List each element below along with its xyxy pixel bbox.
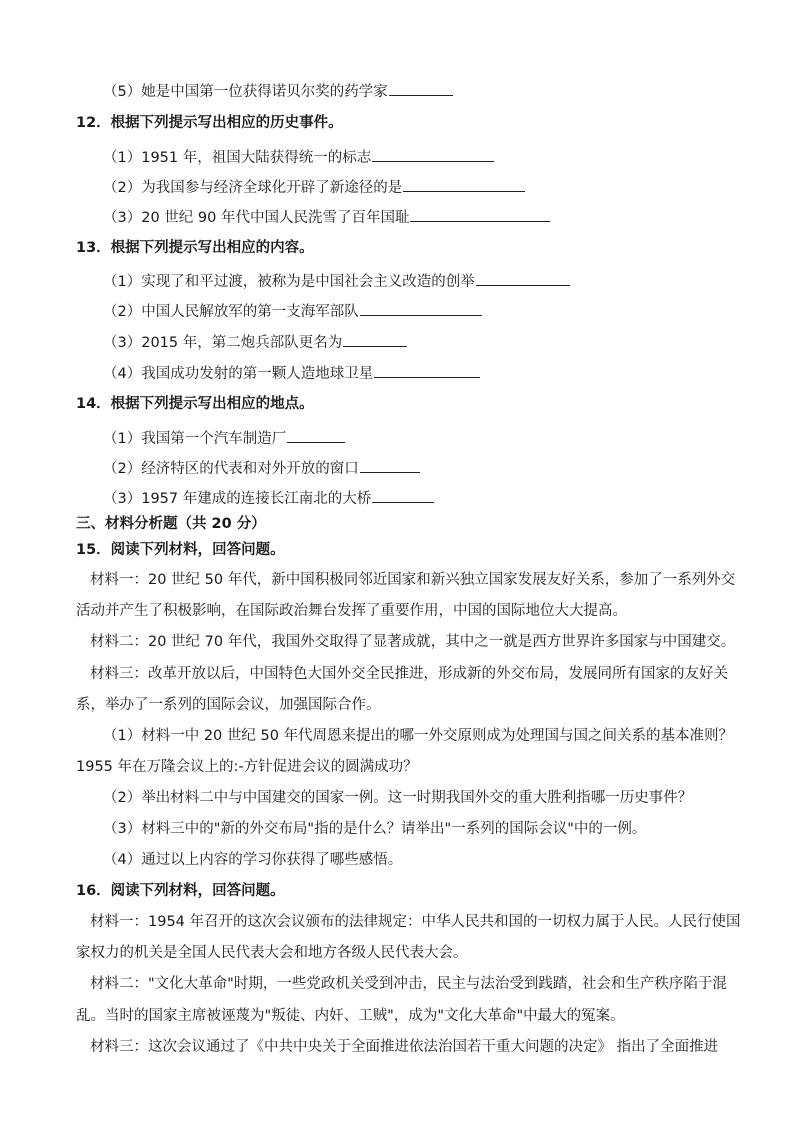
sub-question: （3）1957 年建成的连接长江南北的大桥 [103, 487, 434, 509]
answer-blank[interactable] [287, 427, 345, 443]
question-16-heading: 16．阅读下列材料，回答问题。 [76, 883, 285, 899]
answer-blank[interactable] [374, 362, 480, 378]
sub-question: （5）她是中国第一位获得诺贝尔奖的药学家 [103, 80, 453, 102]
material-text: 家权力的机关是全国人民代表大会和地方各级人民代表大会。 [76, 945, 468, 961]
sub-question: （1）1951 年，祖国大陆获得统一的标志 [103, 146, 494, 168]
sub-question: （3）20 世纪 90 年代中国人民洗雪了百年国耻 [103, 206, 550, 228]
material-text: 系，举办了一系列的国际会议，加强国际合作。 [76, 697, 381, 713]
material-text: 材料一：20 世纪 50 年代，新中国积极同邻近国家和新兴独立国家发展友好关系，参加了一系列外交 [90, 572, 736, 588]
answer-blank[interactable] [360, 457, 420, 473]
sub-question: （2）中国人民解放军的第一支海军部队 [103, 300, 482, 322]
sub-question: （2）举出材料二中与中国建交的国家一例。这一时期我国外交的重大胜利指哪一历史事件？ [103, 790, 693, 806]
sub-question: （1）材料一中 20 世纪 50 年代周恩来提出的哪一外交原则成为处理国与国之间关系的基本准则？ [103, 728, 734, 744]
question-15-heading: 15．阅读下列材料，回答问题。 [76, 542, 285, 558]
sub-question: （3）材料三中的"新的外交布局"指的是什么？请举出"一系列的国际会议"中的一例。 [103, 821, 647, 837]
sub-question: 1955 年在万隆会议上的:-方针促进会议的圆满成功？ [76, 759, 418, 775]
material-text: 材料二："文化大革命"时期，一些党政机关受到冲击，民主与法治受到践踏，社会和生产秩序陷于混 [90, 976, 727, 992]
sub-question: （2）为我国参与经济全球化开辟了新途径的是 [103, 176, 525, 198]
answer-blank[interactable] [389, 80, 453, 96]
sub-question: （1）实现了和平过渡，被称为是中国社会主义改造的创举 [103, 270, 570, 292]
material-text: 材料一：1954 年召开的这次会议颁布的法律规定：中华人民共和国的一切权力属于人民。人民行使国 [90, 914, 741, 930]
answer-blank[interactable] [410, 206, 550, 222]
sub-question: （4）我国成功发射的第一颗人造地球卫星 [103, 362, 480, 384]
material-text: 材料三：这次会议通过了《中共中央关于全面推进依法治国若干重大问题的决定》 指出了全面推进 [90, 1039, 719, 1055]
question-14-heading: 14．根据下列提示写出相应的地点。 [76, 396, 314, 412]
answer-blank[interactable] [403, 176, 525, 192]
answer-blank[interactable] [360, 300, 482, 316]
answer-blank[interactable] [343, 331, 407, 347]
material-text: 材料二：20 世纪 70 年代，我国外交取得了显著成就，其中之一就是西方世界许多国家与中国建交。 [90, 634, 736, 650]
material-text: 材料三：改革开放以后，中国特色大国外交全民推进，形成新的外交布局，发展同所有国家的友好关 [90, 666, 728, 682]
sub-question: （1）我国第一个汽车制造厂 [103, 427, 345, 449]
answer-blank[interactable] [372, 146, 494, 162]
answer-blank[interactable] [476, 270, 570, 286]
sub-question: （4）通过以上内容的学习你获得了哪些感悟。 [103, 852, 403, 868]
answer-blank[interactable] [372, 487, 434, 503]
sub-question: （2）经济特区的代表和对外开放的窗口 [103, 457, 420, 479]
question-12-heading: 12．根据下列提示写出相应的历史事件。 [76, 115, 343, 131]
section-3-heading: 三、材料分析题（共 20 分） [76, 516, 266, 532]
sub-question: （3）2015 年，第二炮兵部队更名为 [103, 331, 407, 353]
material-text: 乱。当时的国家主席被诬蔑为"叛徒、内奸、工贼"，成为"文化大革命"中最大的冤案。 [76, 1008, 625, 1024]
material-text: 活动并产生了积极影响，在国际政治舞台发挥了重要作用，中国的国际地位大大提高。 [76, 603, 627, 619]
question-13-heading: 13．根据下列提示写出相应的内容。 [76, 240, 314, 256]
